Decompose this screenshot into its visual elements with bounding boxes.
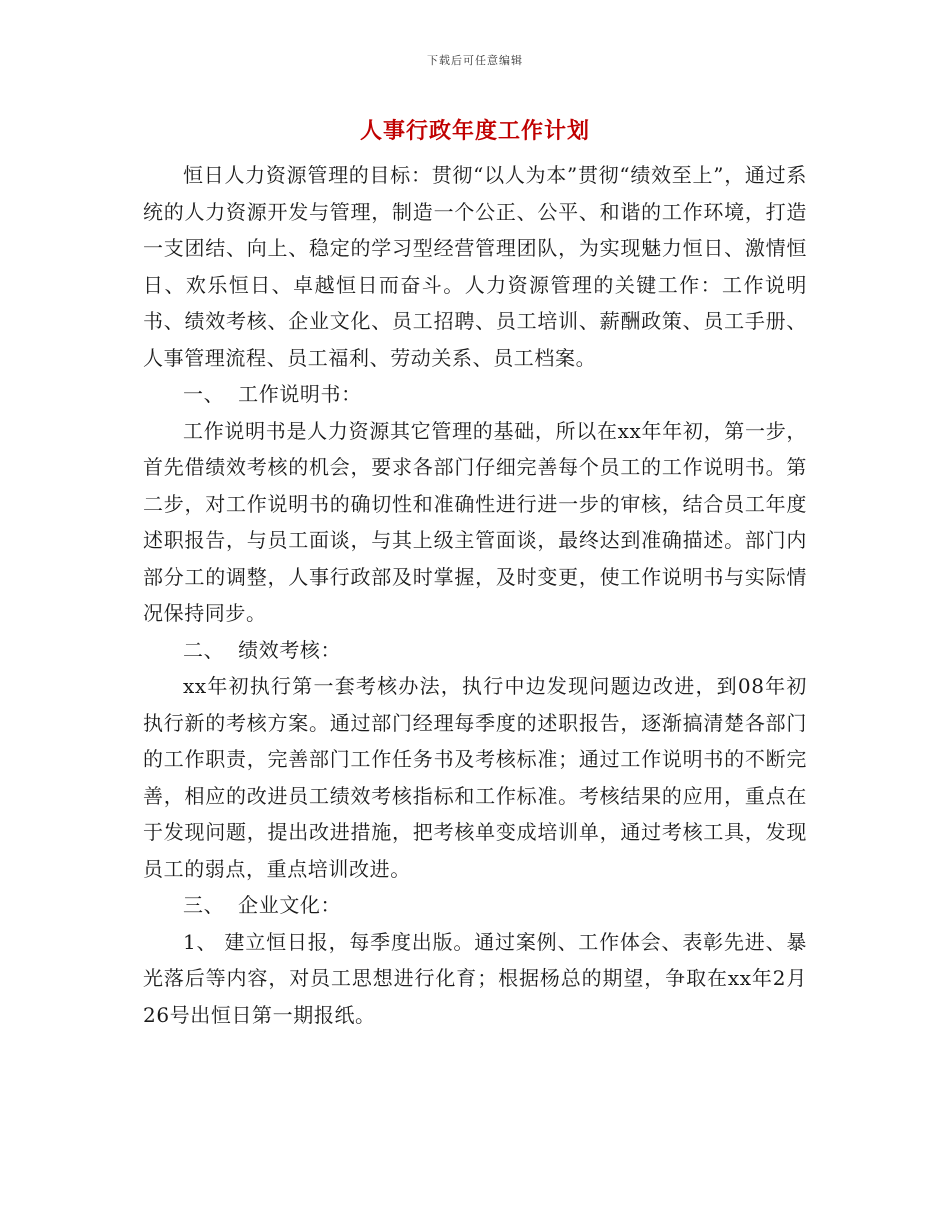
- section-heading-number: 一、: [183, 382, 225, 406]
- section-paragraph-1: 工作说明书是人力资源其它管理的基础，所以在xx年年初，第一步，首先借绩效考核的机会，要求各部门仔细完善每个员工的工作说明书。第二步，对工作说明书的确切性和准确性进行进一步的审核，结合员工年度述职报告，与员工面谈，与其上级主管面谈，最终达到准确描述。部门内部分工的调整，人事行政部及时掌握，及时变更，使工作说明书与实际情况保持同步。: [143, 418, 807, 625]
- section-paragraph-3: 1、 建立恒日报，每季度出版。通过案例、工作体会、表彰先进、暴光落后等内容，对员工思想进行化育；根据杨总的期望，争取在xx年2月26号出恒日第一期报纸。: [143, 929, 807, 1027]
- section-heading-3: [143, 887, 807, 924]
- header-note: 下载后可任意编辑: [427, 54, 523, 67]
- section-heading-1: [143, 376, 807, 413]
- document-body: [143, 157, 807, 1033]
- document-title: 人事行政年度工作计划: [359, 118, 590, 144]
- section-heading-number: 二、: [183, 637, 225, 662]
- intro-paragraph: 恒日人力资源管理的目标：贯彻“以人为本”贯彻“绩效至上”，通过系统的人力资源开发与管理，制造一个公正、公平、和谐的工作环境，打造一支团结、向上、稳定的学习型经营管理团队，为实现魅力恒日、激情恒日、欢乐恒日、卓越恒日而奋斗。人力资源管理的关键工作：工作说明书、绩效考核、企业文化、员工招聘、员工培训、薪酬政策、员工手册、人事管理流程、员工福利、劳动关系、员工档案。: [143, 163, 807, 370]
- section-heading-text: 绩效考核：: [238, 637, 342, 662]
- section-paragraph-2: xx年初执行第一套考核办法，执行中边发现问题边改进，到08年初执行新的考核方案。通过部门经理每季度的述职报告，逐渐搞清楚各部门的工作职责，完善部门工作任务书及考核标准；通过工作说明书的不断完善，相应的改进员工绩效考核指标和工作标准。考核结果的应用，重点在于发现问题，提出改进措施，把考核单变成培训单，通过考核工具，发现员工的弱点，重点培训改进。: [143, 674, 807, 881]
- section-heading-text: 企业文化：: [238, 893, 342, 917]
- section-heading-2: [143, 632, 807, 669]
- section-heading-text: 工作说明书：: [238, 382, 362, 406]
- section-heading-number: 三、: [183, 893, 225, 917]
